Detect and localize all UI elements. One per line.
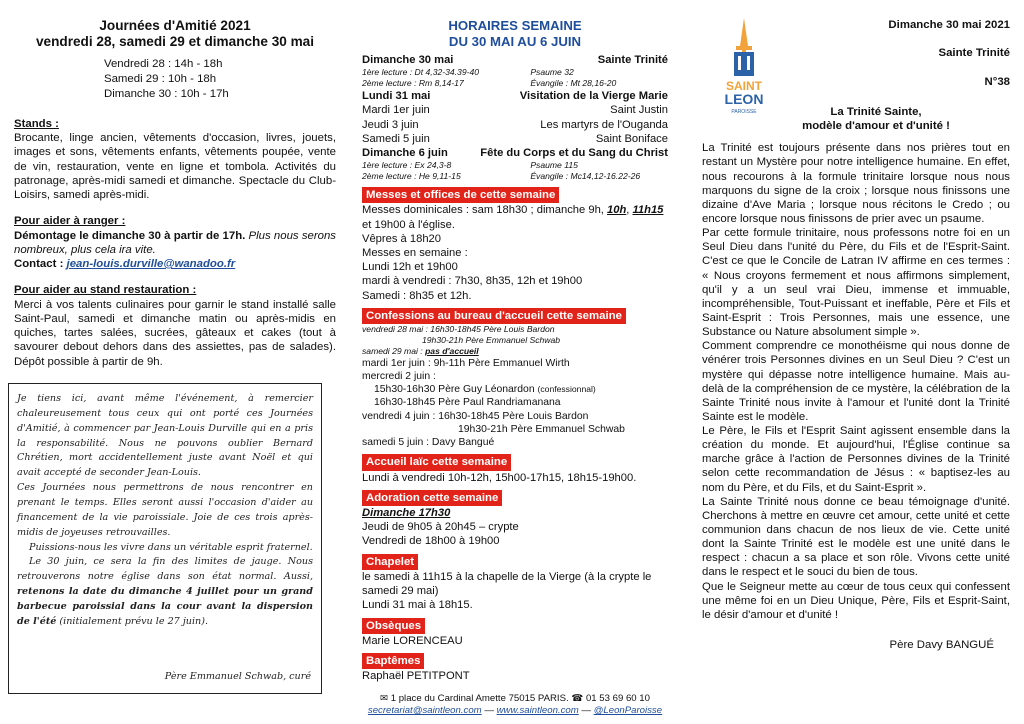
confessions-block: vendredi 28 mai : 16h30-18h45 Père Louis Bardon 19h30-21h Père Emmanuel Schwab samedi 29 mai : pas d'accueil mardi 1er juin : 9h-11h Père Emmanuel Wirth mercredi 2 juin : 15h30-16h30 Père Guy Léonardon (confessionnal) 16h30-18h45 Père Paul Randriamanana vendredi 4 juin : 16h30-18h45 Père Louis Bardon 19h30-21h Père Emmanuel Schwab samedi 5 juin : Davy Bangué <box>362 324 625 449</box>
adoration-heading: Adoration cette semaine <box>362 490 502 506</box>
editorial-body <box>702 141 1010 622</box>
website-link[interactable]: www.saintleon.com <box>496 705 579 717</box>
middle-column <box>362 0 668 724</box>
logo-word: LEON <box>724 91 764 107</box>
obseques-block: Marie LORENCEAU <box>362 634 463 647</box>
schedule-title: HORAIRES SEMAINE DU 30 MAI AU 6 JUIN <box>448 18 582 49</box>
resto-text: Merci à vos talents culinaires pour garnir le stand installé salle Saint-Paul, samedi et dimanche matin ou après-midis en quiches, tartes salées, sucrées, gâteaux et cakes (tout à savourer debout dehors dans des assiettes, pas de salades). Dépôt possible à partir de 9h. <box>14 298 336 368</box>
ranger-heading: Pour aider à ranger : <box>14 215 126 228</box>
adoration-block: Dimanche 17h30 Jeudi de 9h05 à 20h45 – crypte Vendredi de 18h00 à 19h00 <box>362 506 519 548</box>
right-column <box>702 0 1010 724</box>
parish-address: ✉ 1 place du Cardinal Amette 75015 PARIS. ☎ 01 53 69 60 10 <box>380 693 650 705</box>
note-paragraph: Ces Journées nous permettrons de nous rencontrer en prenant le temps. Elles seront aussi l'occasion d'aider au financement de la vie paroissiale. Joie de ces trois après-midis de joyeuses retrouvailles. <box>17 482 313 538</box>
contact-email-link[interactable]: jean-louis.durville@wanadoo.fr <box>66 258 236 271</box>
feast-name: Sainte Trinité <box>938 47 1010 60</box>
secretariat-email-link[interactable]: secretariat@saintleon.com <box>367 705 482 717</box>
logo-word: PAROISSE <box>731 109 757 115</box>
editorial-paragraph: La Sainte Trinité nous donne ce beau témoignage d'unité. Cherchons à mettre en œuvre cet amour, cette unité et cette communion dans chacun de nos lieux de vie. Cette unité dont la Sainte Trinité est le modèle est une unité dans le respect : chacun a sa place et son rôle. Vivons cette unité dans le respect et le souci du bien de tous. <box>702 495 1010 579</box>
saint-leon-logo <box>712 16 776 120</box>
editorial-title: La Trinité Sainte, modèle d'amour et d'unité ! <box>802 105 950 132</box>
editorial-signature: Père Davy BANGUÉ <box>889 639 994 652</box>
ranger-text: Démontage le dimanche 30 à partir de 17h. Plus nous serons nombreux, plus cela ira vite. <box>14 229 337 256</box>
cure-note-box <box>8 383 322 694</box>
editorial-paragraph: La Trinité est toujours présente dans nos prières tout en restant un Mystère pour notre intelligence humaine. En effet, nous recourons à la formule trinitaire lorsque nous nous marquons du signe de la croix ; lorsque nous finissons une dizaine d'Ave Maria ; lorsque nous récitons le Credo ; ou encore lorsque nous finissons de prier avec un psaume. <box>702 142 1010 225</box>
resto-heading: Pour aider au stand restauration : <box>14 284 197 297</box>
obseques-heading: Obsèques <box>362 618 425 634</box>
editorial-paragraph: Le Père, le Fils et l'Esprit Saint agissent ensemble dans la création du monde. Et aujourd'hui, l'Église continue sa marche grâce à l'action de Personnes divines de la Trinité selon cette recommandation de Jésus : « baptisez-les au nom du Père, et du Fils, et du Saint-Esprit ». <box>702 425 1010 494</box>
issue-number: N°38 <box>984 75 1010 88</box>
baptemes-block: Raphaël PETITPONT <box>362 670 470 683</box>
messes-block: Messes dominicales : sam 18h30 ; dimanche 9h, 10h, 11h15 et 19h00 à l'église. Vêpres à 18h20 Messes en semaine : Lundi 12h et 19h00 mardi à vendredi : 7h30, 8h35, 12h et 19h00 Samedi : 8h35 et 12h. <box>362 204 664 302</box>
baptemes-heading: Baptêmes <box>362 653 424 669</box>
messes-heading: Messes et offices de cette semaine <box>362 187 559 203</box>
chapelet-heading: Chapelet <box>362 554 418 570</box>
note-signature: Père Emmanuel Schwab, curé <box>164 671 311 683</box>
accueil-heading: Accueil laïc cette semaine <box>362 454 511 470</box>
stands-text: Brocante, linge ancien, vêtements d'occasion, livres, jouets, images et sons, vêtements enfants, vêtements poupée, vente de vin, restauration, vente en ligne et tombola. Activités du patronage, après-midi samedi et dimanche. Spectacle du Club-Loisirs, samedi après-midi. <box>14 132 336 202</box>
issue-date: Dimanche 30 mai 2021 <box>888 19 1010 31</box>
liturgy-calendar: Dimanche 30 mai Sainte Trinité 1ère lecture : Dt 4,32-34.39-40 Psaume 32 2ème lecture : Rm 8,14-17 Évangile : Mt 28,16-20 Lundi 31 mai Visitation de la Vierge Marie Mardi 1er juin Saint Justin Jeudi 3 juin Les martyrs de l'Ouganda Samedi 5 juin Saint Boniface Dimanche 6 juin Fête du Corps et du Sang du Christ 1ère lecture : Ex 24,3-8 Psaume 115 2ème lecture : He 9,11-15 Évangile : Mc14,12-16.22-26 <box>362 54 668 182</box>
confessions-heading: Confessions au bureau d'accueil cette semaine <box>362 308 626 324</box>
accueil-block: Lundi à vendredi 10h-12h, 15h00-17h15, 18h15-19h00. <box>362 471 637 484</box>
stands-heading: Stands : <box>14 117 59 130</box>
chapelet-block: le samedi à 11h15 à la chapelle de la Vierge (à la crypte le samedi 29 mai) Lundi 31 mai à 18h15. <box>362 570 652 612</box>
contact-line: Contact : jean-louis.durville@wanadoo.fr <box>14 258 236 271</box>
twitter-link[interactable]: @LeonParoisse <box>593 705 663 717</box>
note-paragraph: Le 30 juin, ce sera la fin des limites de jauge. Nous retrouverons notre église dans son état normal. Aussi, retenons la date du dimanche 4 juillet pour un grand barbecue paroissial dans la cour avant la dispersion de l'été (initialement prévu le 27 juin). <box>17 556 313 627</box>
note-paragraph: Puissions-nous les vivre dans un véritable esprit fraternel. <box>29 541 313 553</box>
editorial-paragraph: Que le Seigneur mette au cœur de tous ceux qui confessent une même foi en un Dieu Unique, Père, Fils et Esprit-Saint, le désir d'amour et d'unité ! <box>702 580 1010 621</box>
journees-title: Journées d'Amitié 2021 vendredi 28, samedi 29 et dimanche 30 mai <box>35 18 315 50</box>
parish-footer: ✉ 1 place du Cardinal Amette 75015 PARIS. ☎ 01 53 69 60 10 secretariat@saintleon.com — www.saintleon.com — @LeonParoisse <box>362 693 668 717</box>
logo-word: SAINT <box>726 79 762 93</box>
editorial-paragraph: Par cette formule trinitaire, nous professons notre foi en un Seul Dieu dans l'unité du Père, du Fils et de l'Esprit-Saint. C'est ce que le Concile de Latran IV affirme en ces termes : « Nous croyons fermement et nous affirmons simplement, qu'il y a un seul vrai Dieu, immense et immuable, incompréhensible, Tout-Puissant et ineffable, Père et Fils et Saint-Esprit : Trois Personnes, mais une essence, une Substance ou Nature absolument simple ». <box>702 227 1010 339</box>
editorial-paragraph: Comment comprendre ce monothéisme qui nous donne de vénérer trois Personnes divines en un Seul Dieu ? C'est un mystère qui dépasse notre intelligence humaine. Mais au-delà de la compréhension de ce mystère, la célébration de la Sainte Trinité nous invite à l'amour et l'unité dont la Trinité Sainte est le modèle. <box>702 340 1010 423</box>
opening-hours: Vendredi 28 : 14h - 18h Samedi 29 : 10h - 18h Dimanche 30 : 10h - 17h <box>104 57 229 101</box>
note-paragraph: Je tiens ici, avant même l'événement, à remercier chaleureusement tous ceux qui ont porté ces Journées d'Amitié, à commencer par Jean-Louis Durville qui en a pris la responsabilité. Nous ne pouvons oublier Bernard Chrétien, mort accidentellement juste avant Noël et qui avait accepté de seconder Jean-Louis. <box>17 393 313 479</box>
